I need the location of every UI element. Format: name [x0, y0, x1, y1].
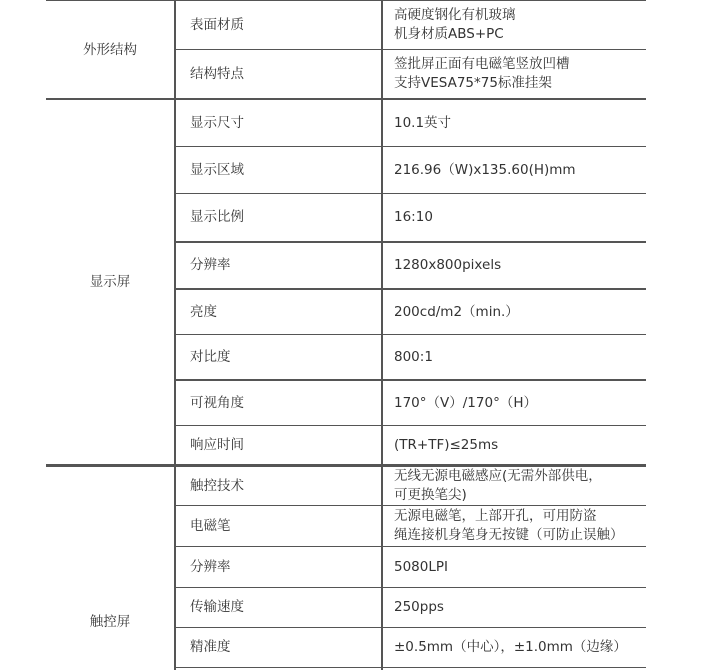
spec-label: 表面材质: [190, 16, 244, 33]
spec-label: 显示尺寸: [190, 114, 244, 131]
spec-label: 分辨率: [190, 558, 231, 575]
spec-value-line: 机身材质ABS+PC: [394, 26, 504, 42]
spec-value-line: 绳连接机身笔身无按键（可防止误触）: [394, 527, 624, 543]
spec-value-line: 可更换笔尖): [394, 487, 467, 503]
spec-value-cell: [383, 243, 656, 288]
spec-value-line: 10.1英寸: [394, 114, 452, 131]
spec-value-cell: [383, 290, 656, 334]
spec-value-cell: [383, 426, 656, 464]
row-divider: [176, 241, 646, 243]
spec-label: 分辨率: [190, 257, 231, 273]
category-cell: [46, 467, 174, 670]
spec-label: 结构特点: [190, 65, 244, 82]
spec-label-cell: [176, 467, 380, 505]
spec-label-cell: [176, 50, 380, 98]
table-top-border: [46, 0, 646, 1]
spec-value-line: 签批屏正面有电磁笔竖放凹槽: [394, 56, 570, 72]
column-divider: [174, 0, 176, 670]
spec-value-cell: [383, 628, 656, 667]
row-divider: [176, 146, 646, 147]
row-divider: [176, 425, 646, 426]
spec-value-line: 5080LPI: [394, 558, 448, 575]
section-divider: [46, 98, 646, 100]
row-divider: [176, 379, 646, 381]
spec-value-line: 支持VESA75*75标准挂架: [394, 75, 552, 91]
spec-value-line: 无线无源电磁感应(无需外部供电，: [394, 468, 602, 484]
spec-label-cell: [176, 426, 380, 464]
column-divider: [381, 0, 383, 670]
row-divider: [176, 288, 646, 290]
spec-value-cell: [383, 381, 656, 425]
spec-value-line: 16:10: [394, 208, 433, 225]
spec-value-line: 高硬度钢化有机玻璃: [394, 7, 516, 23]
row-divider: [176, 627, 646, 628]
spec-label-cell: [176, 1, 380, 49]
spec-label: 传输速度: [190, 599, 244, 615]
spec-label-cell: [176, 290, 380, 334]
row-divider: [176, 334, 646, 335]
spec-value-cell: [383, 100, 656, 146]
spec-value-cell: [383, 506, 656, 546]
spec-value-line: 无源电磁笔，上部开孔，可用防盗: [394, 508, 597, 524]
spec-value-line: 200cd/m2（min.）: [394, 303, 519, 320]
spec-value-cell: [383, 1, 656, 49]
spec-value-line: 800:1: [394, 348, 433, 365]
spec-label: 对比度: [190, 348, 231, 365]
spec-label-cell: [176, 381, 380, 425]
spec-value-cell: [383, 147, 656, 193]
spec-label-cell: [176, 243, 380, 288]
row-divider: [176, 193, 646, 194]
spec-label: 显示比例: [190, 208, 244, 225]
category-cell: [46, 100, 174, 464]
category-label: 触控屏: [89, 614, 131, 630]
spec-label-cell: [176, 547, 380, 587]
spec-value-cell: [383, 335, 656, 379]
category-label: 显示屏: [89, 273, 131, 290]
spec-label: 触控技术: [190, 477, 244, 494]
spec-value-cell: [383, 588, 656, 627]
spec-label-cell: [176, 506, 380, 546]
spec-value-line: (TR+TF)≤25ms: [394, 436, 499, 453]
section-divider: [46, 464, 646, 467]
spec-value-line: 170°（V）/170°（H）: [394, 394, 537, 411]
spec-label-cell: [176, 147, 380, 193]
row-divider: [176, 49, 646, 50]
spec-label-cell: [176, 588, 380, 627]
spec-label-cell: [176, 100, 380, 146]
spec-value-cell: [383, 547, 656, 587]
spec-value-line: 250pps: [394, 599, 444, 615]
spec-value-line: 1280x800pixels: [394, 257, 502, 273]
spec-value-line: ±0.5mm（中心），±1.0mm（边缘）: [394, 639, 627, 655]
spec-label: 精准度: [190, 639, 231, 655]
row-divider: [176, 587, 646, 588]
spec-value-cell: [383, 467, 656, 505]
row-divider: [176, 667, 646, 668]
spec-value-line: 216.96（W)x135.60(H)mm: [394, 161, 576, 178]
spec-label-cell: [176, 628, 380, 667]
spec-label: 可视角度: [190, 394, 244, 411]
spec-label: 显示区域: [190, 161, 244, 178]
spec-label: 亮度: [190, 303, 217, 320]
spec-label-cell: [176, 194, 380, 240]
spec-value-cell: [383, 194, 656, 240]
category-label: 外形结构: [83, 41, 137, 58]
row-divider: [176, 505, 646, 506]
row-divider: [176, 546, 646, 547]
category-cell: [46, 1, 174, 99]
spec-label: 电磁笔: [190, 517, 231, 534]
spec-value-cell: [383, 50, 656, 98]
spec-label: 响应时间: [190, 436, 244, 453]
spec-label-cell: [176, 335, 380, 379]
